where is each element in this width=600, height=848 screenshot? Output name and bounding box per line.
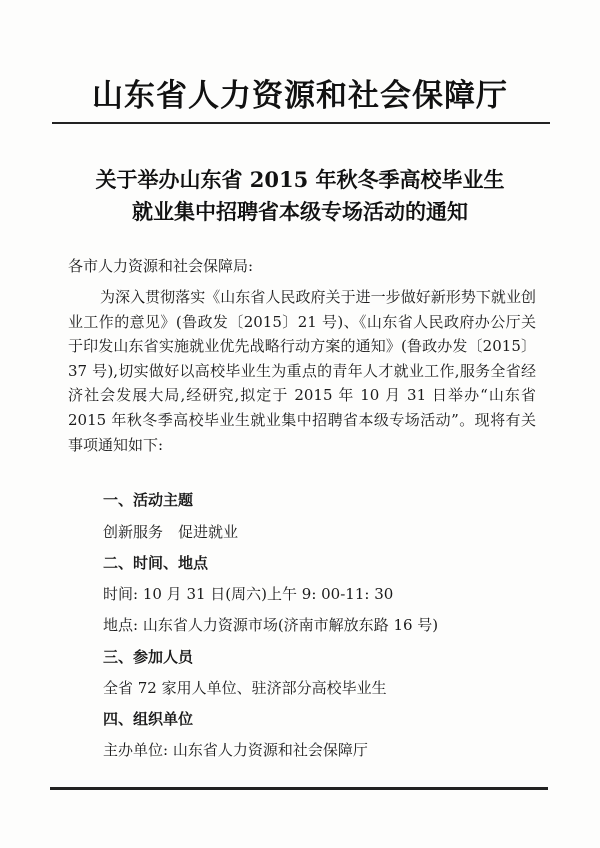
notice-title-line-1: 关于举办山东省 2015 年秋冬季高校毕业生 (95, 167, 505, 192)
section-organizer-heading: 四、组织单位 (103, 710, 194, 728)
section-theme-heading: 一、活动主题 (103, 491, 194, 509)
notice-title-line-2: 就业集中招聘省本级专场活动的通知 (132, 199, 468, 224)
organization-header: 山东省人力资源和社会保障厅 (92, 78, 508, 114)
section-participants-heading: 三、参加人员 (103, 648, 194, 666)
footer-divider (50, 787, 548, 790)
intro-paragraph: 为深入贯彻落实《山东省人民政府关于进一步做好新形势下就业创业工作的意见》(鲁政发〔2015〕21 号)、《山东省人民政府办公厅关于印发山东省实施就业优先战略行动方案的通知》(鲁政办发〔2015〕37 号),切实做好以高校毕业生为重点的青年人才就业工作,服务全省经济社会发展大局,经研究,拟定于 2015 年 10 月 31 日举办“山东省 2015 年秋冬季高校毕业生就业集中招聘省本级专场活动”。现将有关事项通知如下: (68, 288, 536, 454)
notice-title (40, 164, 560, 228)
section-place-text: 地点: 山东省人力资源市场(济南市解放东路 16 号) (103, 616, 439, 634)
salutation: 各市人力资源和社会保障局: (68, 257, 254, 275)
section-theme-text: 创新服务 促进就业 (103, 523, 239, 541)
section-participants-text: 全省 72 家用人单位、驻济部分高校毕业生 (103, 679, 387, 697)
section-time-place-heading: 二、时间、地点 (103, 554, 209, 572)
header-divider (52, 122, 550, 124)
section-time-text: 时间: 10 月 31 日(周六)上午 9: 00-11: 30 (103, 585, 394, 603)
section-organizer-text: 主办单位: 山东省人力资源和社会保障厅 (103, 741, 368, 759)
